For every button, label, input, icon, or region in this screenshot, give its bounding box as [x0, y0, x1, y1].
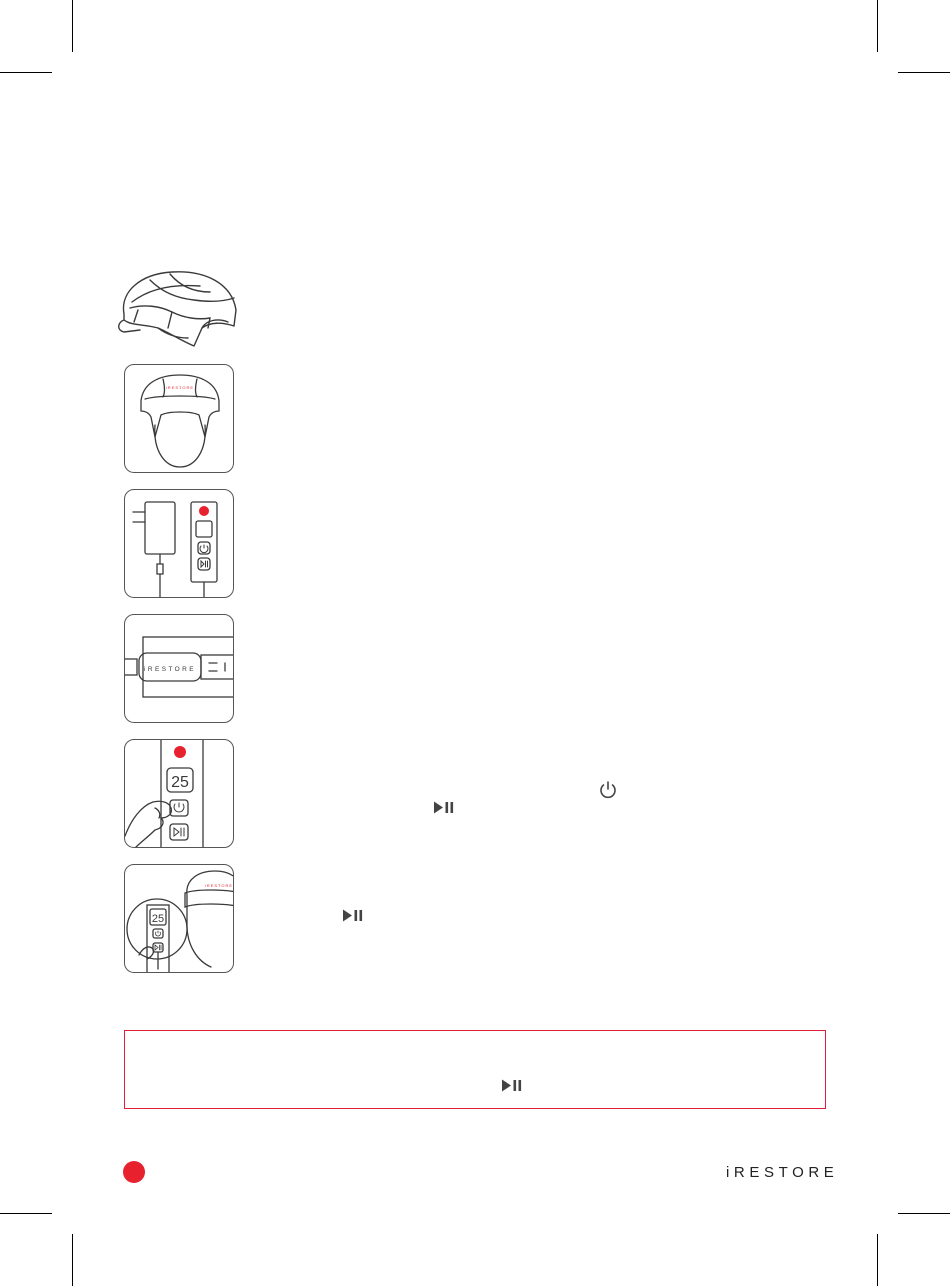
device-label: iRESTORE: [165, 385, 195, 390]
crop-mark: [72, 1234, 73, 1286]
note-box: [124, 1030, 826, 1109]
crop-mark: [0, 72, 52, 73]
brand-logo: iRESTORE: [726, 1164, 839, 1181]
play-pause-icon: [501, 1079, 523, 1092]
crop-mark: [877, 1234, 878, 1286]
device-label: iRESTORE: [144, 666, 196, 673]
helmet-side-icon: [110, 262, 240, 352]
crop-mark: [72, 0, 73, 52]
play-pause-icon: [342, 909, 364, 922]
step-card: [124, 864, 234, 973]
press-power-button-icon: [125, 740, 234, 848]
crop-mark: [898, 72, 950, 73]
step-card: [124, 739, 234, 848]
plug-in-outlet-icon: [125, 615, 234, 723]
device-label: iRESTORE: [204, 883, 234, 888]
helmet-on-head-icon: [125, 365, 234, 473]
adapter-and-controller-icon: [125, 490, 234, 598]
power-icon: [598, 780, 618, 800]
crop-mark: [0, 1213, 52, 1214]
play-pause-icon: [433, 801, 455, 814]
timer-value: 25: [151, 913, 165, 925]
step-card: [124, 614, 234, 723]
step-card: [124, 364, 234, 473]
crop-mark: [898, 1213, 950, 1214]
timer-value: 25: [171, 774, 189, 791]
step-card: [124, 489, 234, 598]
crop-mark: [877, 0, 878, 52]
page-number-badge: [123, 1161, 145, 1183]
press-play-pause-icon: [125, 865, 234, 973]
